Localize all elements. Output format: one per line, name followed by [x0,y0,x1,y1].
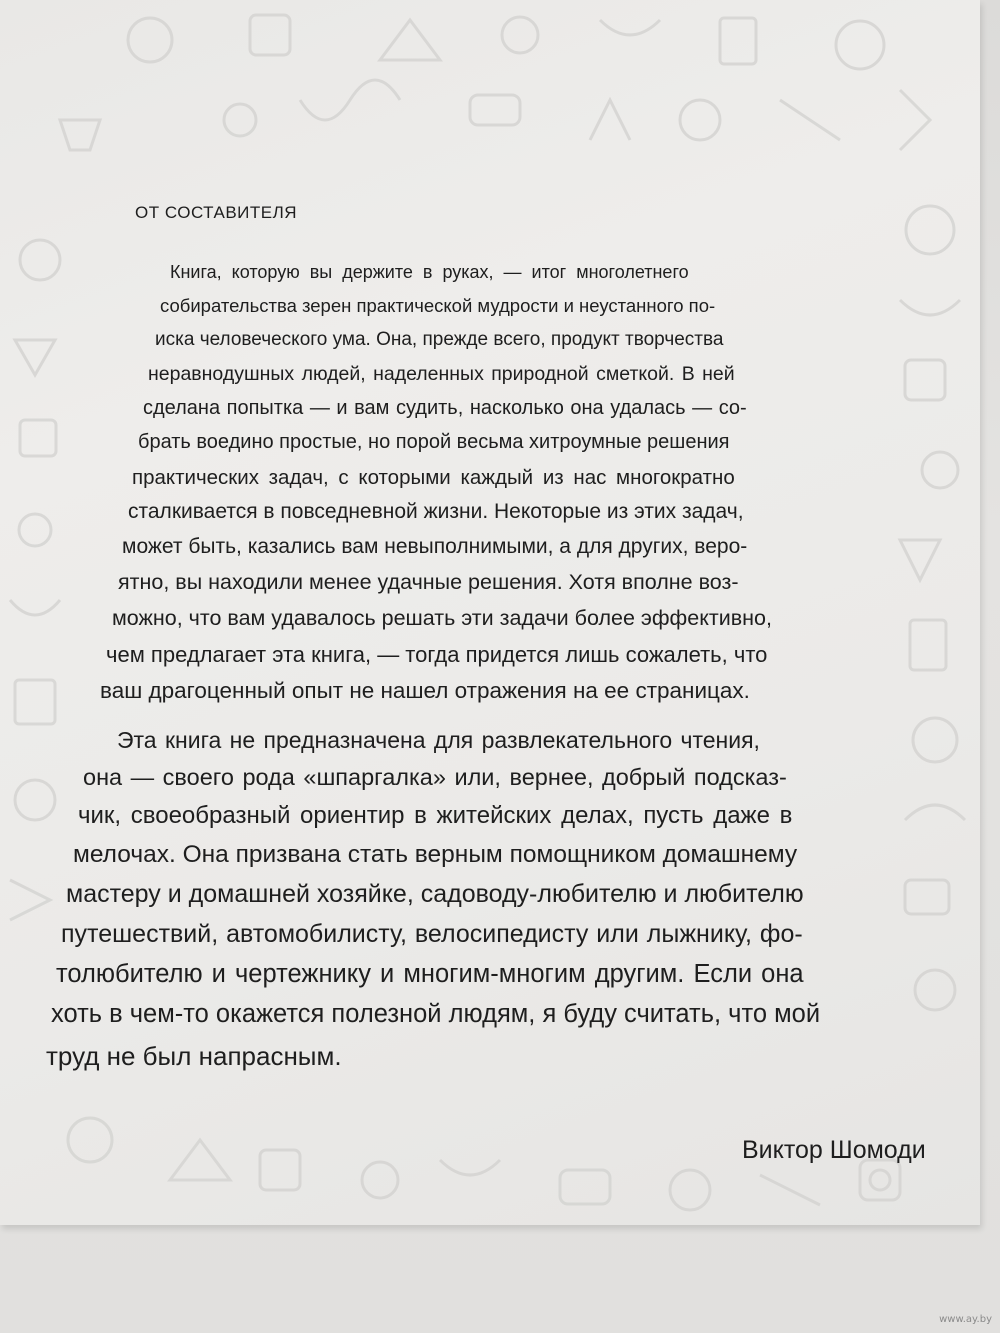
text-line: мелочах. Она призвана стать верным помощником домашнему [73,841,798,868]
watermark: www.ay.by [939,1314,992,1325]
author-signature: Виктор Шомоди [742,1136,926,1164]
text-line: сталкивается в повседневной жизни. Некоторые из этих задач, [128,500,744,523]
text-line: хоть в чем-то окажется полезной людям, я буду считать, что мой [51,1000,821,1028]
text-line: путешествий, автомобилисту, велосипедисту или лыжнику, фо- [61,920,803,948]
text-line: она — своего рода «шпаргалка» или, вернее, добрый подсказ- [83,764,787,790]
text-line: ятно, вы находили менее удачные решения. Хотя вполне воз- [118,570,739,594]
text-line: чик, своеобразный ориентир в житейских делах, пусть даже в [78,802,793,829]
text-line: можно, что вам удавалось решать эти задачи более эффективно, [112,606,772,630]
text-line: может быть, казались вам невыполнимыми, а для других, веро- [122,535,748,558]
text-line: толюбителю и чертежнику и многим-многим другим. Если она [56,960,804,988]
text-line: иска человеческого ума. Она, прежде всего, продукт творчества [155,329,724,350]
text-line: Эта книга не предназначена для развлекательного чтения, [117,727,760,753]
section-heading: ОТ СОСТАВИТЕЛЯ [135,203,298,222]
text-line: мастеру и домашней хозяйке, садоводу-любителю и любителю [66,880,804,908]
text-line: Книга, которую вы держите в руках, — итог многолетнего [170,262,689,282]
text-line: неравнодушных людей, наделенных природной сметкой. В ней [148,363,735,385]
text-line: труд не был напрасным. [46,1041,342,1071]
text-line: сделана попытка — и вам судить, насколько она удалась — со- [143,397,747,419]
text-line: практических задач, с которыми каждый из нас многократно [132,466,735,489]
text-line: брать воедино простые, но порой весьма хитроумные решения [138,431,730,453]
text-line: ваш драгоценный опыт не нашел отражения на ее страницах. [100,678,750,703]
text-line: чем предлагает эта книга, — тогда придется лишь сожалеть, что [106,642,768,667]
text-line: собирательства зерен практической мудрости и неустанного по- [160,295,716,316]
